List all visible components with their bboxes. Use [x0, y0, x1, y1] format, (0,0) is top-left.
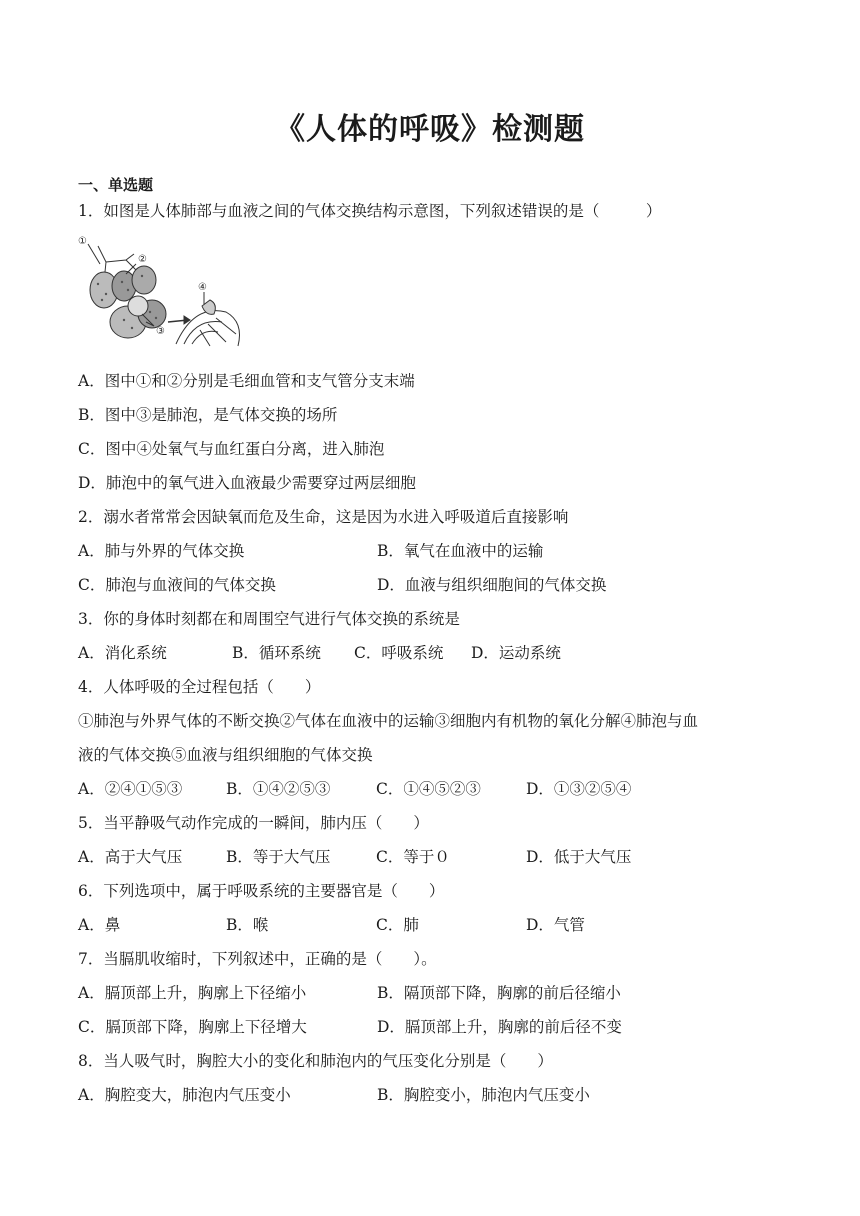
q7-option-b: B．隔顶部下降，胸廓的前后径缩小 [377, 984, 621, 1002]
question-4-stem: 4．人体呼吸的全过程包括（ ） [78, 678, 321, 696]
question-6-stem: 6．下列选项中，属于呼吸系统的主要器官是（ ） [78, 882, 445, 900]
q7-option-a: A．膈顶部上升，胸廓上下径缩小 [78, 984, 307, 1002]
q4-option-c: C．①④⑤②③ [376, 780, 481, 798]
q4-option-b: B．①④②⑤③ [226, 780, 331, 798]
q6-option-b: B．喉 [226, 916, 269, 934]
q6-option-c: C．肺 [376, 916, 419, 934]
figure-label-1: ① [78, 236, 87, 247]
q5-option-a: A．高于大气压 [78, 848, 183, 866]
q5-option-d: D．低于大气压 [526, 848, 632, 866]
q7-option-c: C．膈顶部下降，胸廓上下径增大 [78, 1018, 307, 1036]
lung-alveoli-figure [76, 234, 246, 352]
figure-label-2: ② [138, 254, 147, 265]
q2-option-d: D．血液与组织细胞间的气体交换 [377, 576, 607, 594]
page-title: 《人体的呼吸》检测题 [275, 112, 585, 147]
q8-option-b: B．胸腔变小，肺泡内气压变小 [377, 1086, 590, 1104]
q2-option-b: B．氧气在血液中的运输 [377, 542, 544, 560]
q1-option-a: A．图中①和②分别是毛细血管和支气管分支末端 [78, 372, 415, 390]
q5-option-b: B．等于大气压 [226, 848, 331, 866]
q4-statement-line-2: 液的气体交换⑤血液与组织细胞的气体交换 [78, 746, 373, 764]
q8-option-a: A．胸腔变大，肺泡内气压变小 [78, 1086, 291, 1104]
q2-option-c: C．肺泡与血液间的气体交换 [78, 576, 276, 594]
figure-label-3: ③ [156, 326, 165, 337]
question-3-stem: 3．你的身体时刻都在和周围空气进行气体交换的系统是 [78, 610, 460, 628]
q2-option-a: A．肺与外界的气体交换 [78, 542, 245, 560]
question-7-stem: 7．当膈肌收缩时，下列叙述中，正确的是（ ）。 [78, 950, 437, 968]
q1-option-b: B．图中③是肺泡，是气体交换的场所 [78, 406, 338, 424]
q6-option-d: D．气管 [526, 916, 585, 934]
figure-label-4: ④ [198, 282, 207, 293]
q1-option-c: C．图中④处氧气与血红蛋白分离，进入肺泡 [78, 440, 385, 458]
q3-option-b: B．循环系统 [232, 644, 321, 662]
question-2-stem: 2．溺水者常常会因缺氧而危及生命，这是因为水进入呼吸道后直接影响 [78, 508, 569, 526]
q6-option-a: A．鼻 [78, 916, 121, 934]
section-heading: 一、单选题 [78, 176, 154, 194]
q5-option-c: C．等于０ [376, 848, 450, 866]
q4-statement-line-1: ①肺泡与外界气体的不断交换②气体在血液中的运输③细胞内有机物的氧化分解④肺泡与血 [78, 712, 699, 730]
q4-option-d: D．①③②⑤④ [526, 780, 632, 798]
question-1-stem: 1．如图是人体肺部与血液之间的气体交换结构示意图，下列叙述错误的是（ ） [78, 202, 662, 220]
question-5-stem: 5．当平静吸气动作完成的一瞬间，肺内压（ ） [78, 814, 429, 832]
q3-option-a: A．消化系统 [78, 644, 167, 662]
question-8-stem: 8．当人吸气时，胸腔大小的变化和肺泡内的气压变化分别是（ ） [78, 1052, 553, 1070]
q3-option-c: C．呼吸系统 [354, 644, 444, 662]
q1-option-d: D．肺泡中的氧气进入血液最少需要穿过两层细胞 [78, 474, 416, 492]
q3-option-d: D．运动系统 [471, 644, 561, 662]
q4-option-a: A．②④①⑤③ [78, 780, 183, 798]
q7-option-d: D．膈顶部上升，胸廓的前后径不变 [377, 1018, 622, 1036]
